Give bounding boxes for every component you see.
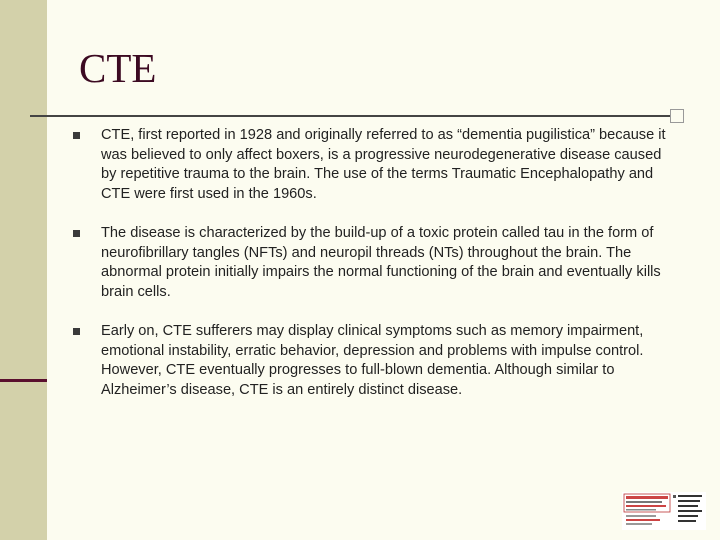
bullet-text: Early on, CTE sufferers may display clinical symptoms such as memory impairment, emotional instability, erratic behavior, depression and problems with impulse control. However, CTE eventually progresses to full-blown dementia. Although similar to Alzheimer’s disease, CTE is an entirely distinct disease. [101,323,644,398]
bullet-item [73,224,673,302]
title-divider [30,115,684,117]
bullet-text: The disease is characterized by the build-up of a toxic protein called tau in the form of neurofibrillary tangles (NFTs) and neuropil threads (NTs) throughout the brain. The abnormal protein initially impairs the normal functioning of the brain and eventually kills brain cells. [101,225,661,300]
bullet-item [73,126,673,204]
left-decorative-band [0,0,47,540]
organization-logo-icon [622,492,706,530]
slide-title: CTE [79,45,157,91]
bullet-text: CTE, first reported in 1928 and originally referred to as “dementia pugilistica” because it was believed to only affect boxers, is a progressive neurodegenerative disease caused by repetitive trauma to the brain. The use of the terms Traumatic Encephalopathy and CTE were first used in the 1960s. [101,127,666,202]
bullet-square-icon [73,230,80,237]
bullet-square-icon [73,328,80,335]
divider-end-box [670,109,684,123]
bullet-item [73,322,673,400]
bullet-list [73,126,673,420]
bullet-square-icon [73,132,80,139]
band-accent-rule [0,379,47,382]
